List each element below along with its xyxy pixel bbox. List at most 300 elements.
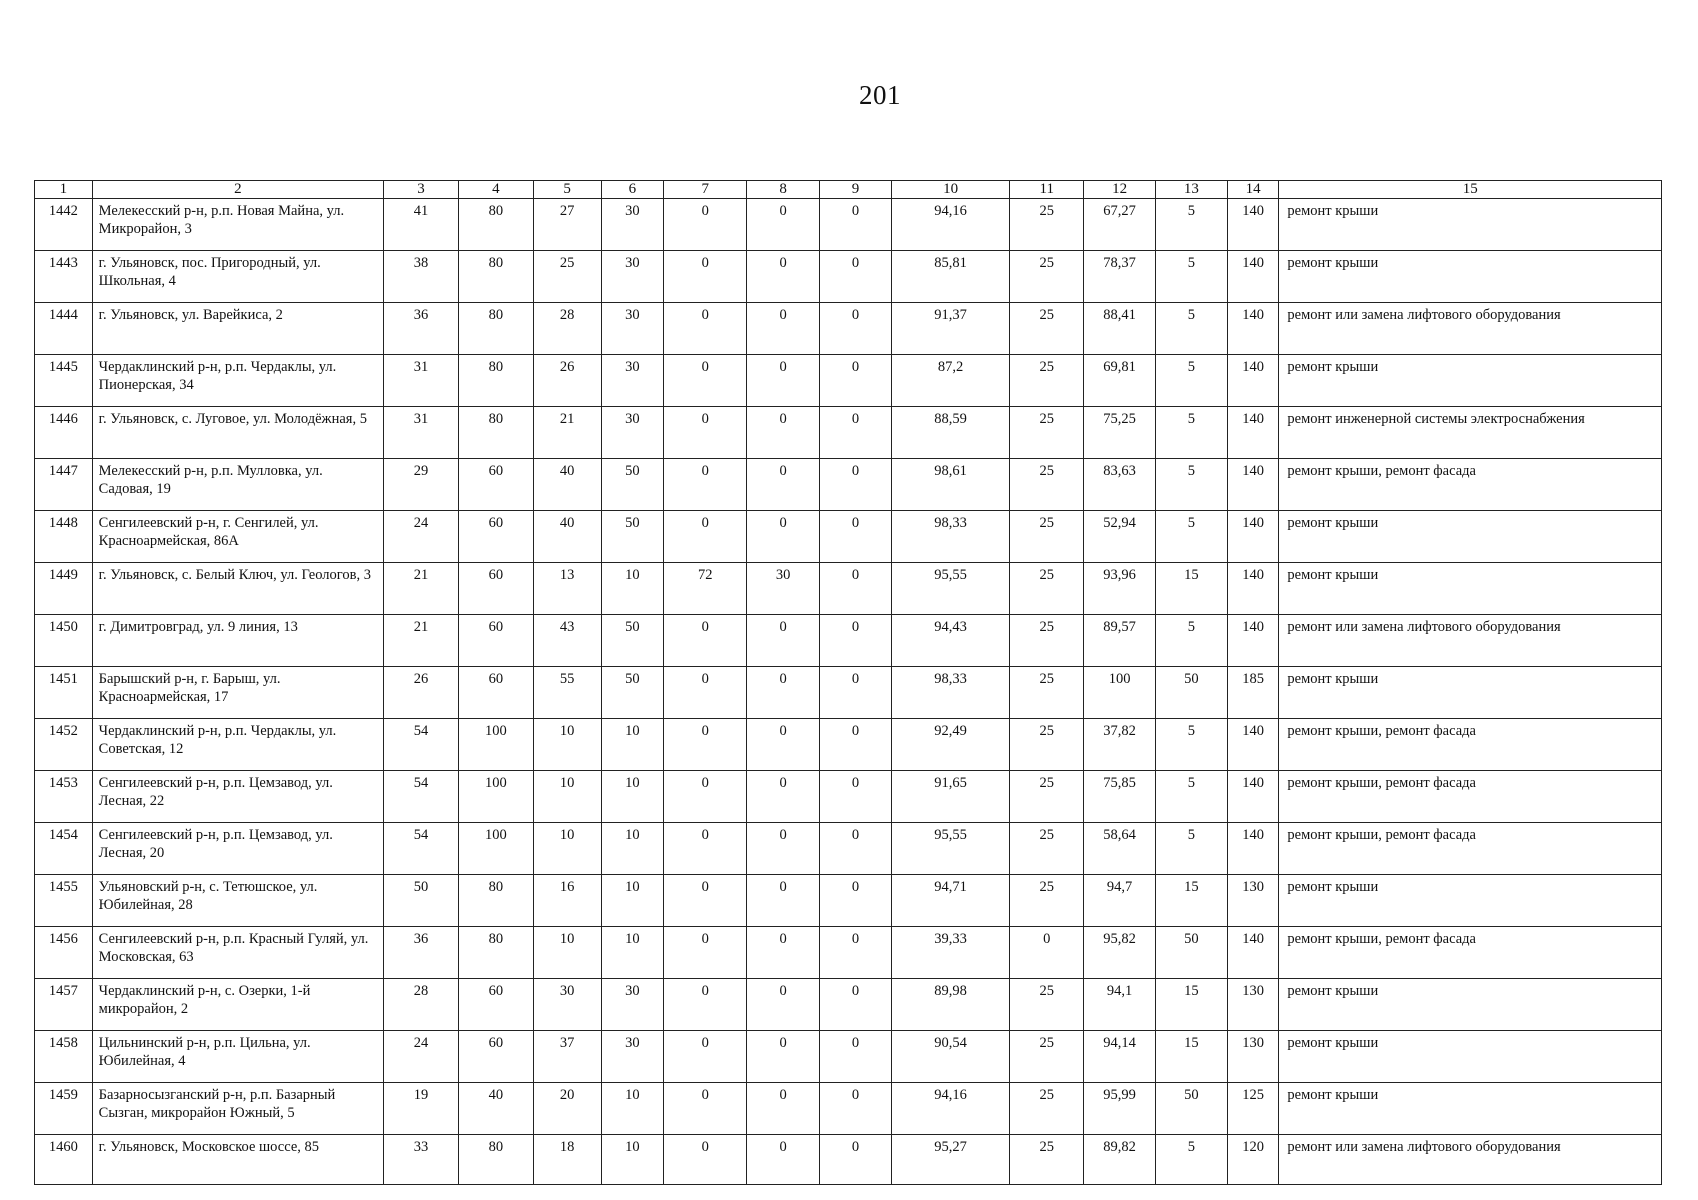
table-row [35, 459, 1662, 511]
value-cell-12: 93,96 [1084, 563, 1156, 615]
value-cell-8: 0 [747, 667, 820, 719]
value-cell-13: 5 [1155, 823, 1227, 875]
value-cell-10: 95,55 [891, 563, 1009, 615]
value-cell-4: 80 [458, 927, 533, 979]
value-cell-9: 0 [820, 771, 892, 823]
value-cell-11: 25 [1010, 667, 1084, 719]
value-cell-13: 5 [1155, 511, 1227, 563]
works-type-cell: ремонт или замена лифтового оборудования [1279, 615, 1662, 667]
value-cell-8: 0 [747, 875, 820, 927]
table-row [35, 1135, 1662, 1185]
row-number-cell: 1453 [35, 771, 93, 823]
value-cell-4: 100 [458, 823, 533, 875]
value-cell-3: 36 [384, 927, 459, 979]
value-cell-6: 50 [601, 459, 664, 511]
value-cell-11: 25 [1010, 823, 1084, 875]
value-cell-14: 125 [1227, 1083, 1279, 1135]
address-cell: г. Ульяновск, с. Белый Ключ, ул. Геологов, 3 [92, 563, 383, 615]
address-cell: г. Ульяновск, пос. Пригородный, ул. Школьная, 4 [92, 251, 383, 303]
value-cell-8: 0 [747, 459, 820, 511]
value-cell-11: 25 [1010, 771, 1084, 823]
value-cell-6: 30 [601, 407, 664, 459]
address-cell: Ульяновский р-н, с. Тетюшское, ул. Юбилейная, 28 [92, 875, 383, 927]
row-number-cell: 1443 [35, 251, 93, 303]
value-cell-4: 80 [458, 199, 533, 251]
value-cell-9: 0 [820, 1083, 892, 1135]
column-header: 5 [533, 181, 601, 199]
value-cell-5: 13 [533, 563, 601, 615]
column-header: 2 [92, 181, 383, 199]
value-cell-5: 43 [533, 615, 601, 667]
table-row [35, 927, 1662, 979]
value-cell-14: 140 [1227, 615, 1279, 667]
value-cell-13: 5 [1155, 303, 1227, 355]
value-cell-7: 0 [664, 719, 747, 771]
value-cell-8: 0 [747, 511, 820, 563]
value-cell-8: 0 [747, 927, 820, 979]
column-header: 3 [384, 181, 459, 199]
value-cell-4: 100 [458, 771, 533, 823]
value-cell-5: 10 [533, 771, 601, 823]
value-cell-11: 25 [1010, 407, 1084, 459]
value-cell-10: 89,98 [891, 979, 1009, 1031]
column-header: 6 [601, 181, 664, 199]
value-cell-3: 50 [384, 875, 459, 927]
value-cell-3: 26 [384, 667, 459, 719]
value-cell-10: 98,33 [891, 511, 1009, 563]
value-cell-10: 88,59 [891, 407, 1009, 459]
value-cell-5: 10 [533, 823, 601, 875]
value-cell-3: 36 [384, 303, 459, 355]
value-cell-14: 140 [1227, 303, 1279, 355]
value-cell-12: 89,82 [1084, 1135, 1156, 1185]
value-cell-7: 0 [664, 1031, 747, 1083]
value-cell-9: 0 [820, 459, 892, 511]
value-cell-14: 140 [1227, 459, 1279, 511]
value-cell-7: 72 [664, 563, 747, 615]
value-cell-13: 5 [1155, 199, 1227, 251]
row-number-cell: 1449 [35, 563, 93, 615]
address-cell: Сенгилеевский р-н, р.п. Цемзавод, ул. Лесная, 22 [92, 771, 383, 823]
housing-register-table [34, 180, 1662, 1185]
value-cell-14: 140 [1227, 251, 1279, 303]
value-cell-6: 10 [601, 563, 664, 615]
address-cell: г. Ульяновск, ул. Варейкиса, 2 [92, 303, 383, 355]
table-row [35, 667, 1662, 719]
value-cell-4: 80 [458, 875, 533, 927]
column-header: 9 [820, 181, 892, 199]
table-row [35, 511, 1662, 563]
value-cell-9: 0 [820, 563, 892, 615]
value-cell-3: 38 [384, 251, 459, 303]
value-cell-6: 10 [601, 823, 664, 875]
value-cell-9: 0 [820, 199, 892, 251]
page-number: 201 [859, 80, 901, 110]
column-header: 14 [1227, 181, 1279, 199]
value-cell-8: 0 [747, 251, 820, 303]
value-cell-5: 20 [533, 1083, 601, 1135]
value-cell-13: 50 [1155, 927, 1227, 979]
value-cell-8: 0 [747, 719, 820, 771]
table-row [35, 771, 1662, 823]
value-cell-6: 30 [601, 1031, 664, 1083]
value-cell-3: 28 [384, 979, 459, 1031]
value-cell-5: 30 [533, 979, 601, 1031]
table-row [35, 563, 1662, 615]
column-header: 11 [1010, 181, 1084, 199]
works-type-cell: ремонт крыши [1279, 875, 1662, 927]
value-cell-6: 10 [601, 1135, 664, 1185]
value-cell-13: 5 [1155, 615, 1227, 667]
value-cell-7: 0 [664, 355, 747, 407]
column-header: 1 [35, 181, 93, 199]
value-cell-14: 140 [1227, 407, 1279, 459]
works-type-cell: ремонт или замена лифтового оборудования [1279, 303, 1662, 355]
table-row [35, 823, 1662, 875]
value-cell-8: 0 [747, 1083, 820, 1135]
address-cell: Чердаклинский р-н, с. Озерки, 1-й микрорайон, 2 [92, 979, 383, 1031]
value-cell-5: 26 [533, 355, 601, 407]
value-cell-4: 100 [458, 719, 533, 771]
address-cell: Сенгилеевский р-н, р.п. Цемзавод, ул. Лесная, 20 [92, 823, 383, 875]
value-cell-14: 140 [1227, 355, 1279, 407]
row-number-cell: 1459 [35, 1083, 93, 1135]
address-cell: Мелекесский р-н, р.п. Новая Майна, ул. Микрорайон, 3 [92, 199, 383, 251]
table-row [35, 875, 1662, 927]
value-cell-4: 80 [458, 355, 533, 407]
value-cell-12: 83,63 [1084, 459, 1156, 511]
value-cell-11: 25 [1010, 979, 1084, 1031]
value-cell-3: 41 [384, 199, 459, 251]
row-number-cell: 1456 [35, 927, 93, 979]
value-cell-7: 0 [664, 771, 747, 823]
value-cell-11: 25 [1010, 1083, 1084, 1135]
value-cell-3: 54 [384, 719, 459, 771]
value-cell-7: 0 [664, 511, 747, 563]
works-type-cell: ремонт крыши [1279, 563, 1662, 615]
value-cell-6: 10 [601, 719, 664, 771]
value-cell-11: 25 [1010, 615, 1084, 667]
value-cell-3: 33 [384, 1135, 459, 1185]
value-cell-4: 60 [458, 667, 533, 719]
address-cell: Сенгилеевский р-н, р.п. Красный Гуляй, ул. Московская, 63 [92, 927, 383, 979]
value-cell-8: 0 [747, 979, 820, 1031]
value-cell-3: 31 [384, 355, 459, 407]
value-cell-6: 30 [601, 303, 664, 355]
value-cell-3: 21 [384, 563, 459, 615]
value-cell-10: 91,65 [891, 771, 1009, 823]
value-cell-8: 0 [747, 355, 820, 407]
value-cell-11: 25 [1010, 563, 1084, 615]
address-cell: Чердаклинский р-н, р.п. Чердаклы, ул. Пионерская, 34 [92, 355, 383, 407]
value-cell-6: 30 [601, 199, 664, 251]
value-cell-5: 21 [533, 407, 601, 459]
value-cell-12: 94,14 [1084, 1031, 1156, 1083]
value-cell-9: 0 [820, 979, 892, 1031]
value-cell-8: 0 [747, 771, 820, 823]
table-body [35, 199, 1662, 1185]
value-cell-7: 0 [664, 251, 747, 303]
value-cell-11: 0 [1010, 927, 1084, 979]
address-cell: г. Ульяновск, с. Луговое, ул. Молодёжная, 5 [92, 407, 383, 459]
value-cell-13: 5 [1155, 719, 1227, 771]
works-type-cell: ремонт крыши [1279, 511, 1662, 563]
value-cell-13: 15 [1155, 563, 1227, 615]
value-cell-7: 0 [664, 303, 747, 355]
value-cell-13: 15 [1155, 979, 1227, 1031]
value-cell-5: 10 [533, 927, 601, 979]
column-header: 8 [747, 181, 820, 199]
value-cell-12: 67,27 [1084, 199, 1156, 251]
value-cell-10: 95,27 [891, 1135, 1009, 1185]
address-cell: Барышский р-н, г. Барыш, ул. Красноармейская, 17 [92, 667, 383, 719]
value-cell-3: 19 [384, 1083, 459, 1135]
row-number-cell: 1447 [35, 459, 93, 511]
value-cell-12: 94,1 [1084, 979, 1156, 1031]
value-cell-5: 40 [533, 511, 601, 563]
value-cell-6: 10 [601, 927, 664, 979]
works-type-cell: ремонт крыши [1279, 355, 1662, 407]
value-cell-13: 50 [1155, 667, 1227, 719]
value-cell-8: 0 [747, 407, 820, 459]
value-cell-4: 60 [458, 511, 533, 563]
value-cell-14: 130 [1227, 875, 1279, 927]
value-cell-8: 0 [747, 823, 820, 875]
row-number-cell: 1445 [35, 355, 93, 407]
works-type-cell: ремонт или замена лифтового оборудования [1279, 1135, 1662, 1185]
value-cell-8: 30 [747, 563, 820, 615]
value-cell-5: 18 [533, 1135, 601, 1185]
table-row [35, 407, 1662, 459]
value-cell-10: 94,16 [891, 1083, 1009, 1135]
row-number-cell: 1454 [35, 823, 93, 875]
row-number-cell: 1458 [35, 1031, 93, 1083]
value-cell-7: 0 [664, 615, 747, 667]
value-cell-12: 69,81 [1084, 355, 1156, 407]
table-row [35, 719, 1662, 771]
row-number-cell: 1451 [35, 667, 93, 719]
value-cell-4: 60 [458, 979, 533, 1031]
table-row [35, 979, 1662, 1031]
value-cell-11: 25 [1010, 303, 1084, 355]
value-cell-12: 100 [1084, 667, 1156, 719]
value-cell-11: 25 [1010, 875, 1084, 927]
value-cell-7: 0 [664, 1135, 747, 1185]
value-cell-4: 80 [458, 1135, 533, 1185]
value-cell-4: 60 [458, 1031, 533, 1083]
works-type-cell: ремонт крыши, ремонт фасада [1279, 823, 1662, 875]
value-cell-6: 50 [601, 511, 664, 563]
value-cell-3: 24 [384, 1031, 459, 1083]
value-cell-14: 140 [1227, 511, 1279, 563]
value-cell-14: 130 [1227, 979, 1279, 1031]
row-number-cell: 1444 [35, 303, 93, 355]
value-cell-12: 52,94 [1084, 511, 1156, 563]
value-cell-13: 15 [1155, 875, 1227, 927]
value-cell-8: 0 [747, 1135, 820, 1185]
table-row [35, 303, 1662, 355]
value-cell-6: 30 [601, 251, 664, 303]
value-cell-3: 54 [384, 771, 459, 823]
value-cell-13: 5 [1155, 459, 1227, 511]
value-cell-7: 0 [664, 927, 747, 979]
value-cell-13: 5 [1155, 1135, 1227, 1185]
value-cell-6: 10 [601, 771, 664, 823]
works-type-cell: ремонт крыши [1279, 199, 1662, 251]
value-cell-9: 0 [820, 719, 892, 771]
value-cell-4: 80 [458, 303, 533, 355]
value-cell-7: 0 [664, 667, 747, 719]
row-number-cell: 1442 [35, 199, 93, 251]
value-cell-11: 25 [1010, 355, 1084, 407]
works-type-cell: ремонт крыши [1279, 251, 1662, 303]
header-row [35, 181, 1662, 199]
address-cell: Цильнинский р-н, р.п. Цильна, ул. Юбилейная, 4 [92, 1031, 383, 1083]
value-cell-12: 95,99 [1084, 1083, 1156, 1135]
value-cell-12: 75,25 [1084, 407, 1156, 459]
value-cell-9: 0 [820, 251, 892, 303]
value-cell-7: 0 [664, 875, 747, 927]
value-cell-10: 94,71 [891, 875, 1009, 927]
column-header: 10 [891, 181, 1009, 199]
value-cell-3: 54 [384, 823, 459, 875]
works-type-cell: ремонт инженерной системы электроснабжения [1279, 407, 1662, 459]
address-cell: Базарносызганский р-н, р.п. Базарный Сызган, микрорайон Южный, 5 [92, 1083, 383, 1135]
value-cell-12: 89,57 [1084, 615, 1156, 667]
value-cell-9: 0 [820, 615, 892, 667]
value-cell-11: 25 [1010, 251, 1084, 303]
value-cell-9: 0 [820, 1135, 892, 1185]
row-number-cell: 1448 [35, 511, 93, 563]
column-header: 15 [1279, 181, 1662, 199]
value-cell-12: 58,64 [1084, 823, 1156, 875]
value-cell-14: 140 [1227, 563, 1279, 615]
value-cell-3: 24 [384, 511, 459, 563]
table-row [35, 1083, 1662, 1135]
value-cell-12: 78,37 [1084, 251, 1156, 303]
value-cell-4: 80 [458, 251, 533, 303]
value-cell-11: 25 [1010, 719, 1084, 771]
column-header: 12 [1084, 181, 1156, 199]
value-cell-6: 50 [601, 667, 664, 719]
value-cell-12: 94,7 [1084, 875, 1156, 927]
works-type-cell: ремонт крыши, ремонт фасада [1279, 459, 1662, 511]
value-cell-4: 40 [458, 1083, 533, 1135]
value-cell-9: 0 [820, 355, 892, 407]
value-cell-12: 75,85 [1084, 771, 1156, 823]
value-cell-9: 0 [820, 1031, 892, 1083]
works-type-cell: ремонт крыши, ремонт фасада [1279, 927, 1662, 979]
address-cell: г. Димитровград, ул. 9 линия, 13 [92, 615, 383, 667]
row-number-cell: 1452 [35, 719, 93, 771]
value-cell-4: 60 [458, 459, 533, 511]
value-cell-11: 25 [1010, 1031, 1084, 1083]
value-cell-13: 5 [1155, 771, 1227, 823]
value-cell-7: 0 [664, 823, 747, 875]
value-cell-11: 25 [1010, 199, 1084, 251]
value-cell-5: 27 [533, 199, 601, 251]
value-cell-13: 5 [1155, 355, 1227, 407]
value-cell-5: 10 [533, 719, 601, 771]
value-cell-8: 0 [747, 615, 820, 667]
value-cell-13: 15 [1155, 1031, 1227, 1083]
value-cell-9: 0 [820, 667, 892, 719]
column-header: 4 [458, 181, 533, 199]
value-cell-5: 28 [533, 303, 601, 355]
value-cell-6: 10 [601, 1083, 664, 1135]
row-number-cell: 1455 [35, 875, 93, 927]
value-cell-14: 140 [1227, 823, 1279, 875]
address-cell: Сенгилеевский р-н, г. Сенгилей, ул. Красноармейская, 86А [92, 511, 383, 563]
works-type-cell: ремонт крыши [1279, 1031, 1662, 1083]
value-cell-14: 130 [1227, 1031, 1279, 1083]
table-row [35, 251, 1662, 303]
value-cell-14: 140 [1227, 771, 1279, 823]
table-row [35, 199, 1662, 251]
value-cell-8: 0 [747, 1031, 820, 1083]
value-cell-3: 31 [384, 407, 459, 459]
value-cell-10: 85,81 [891, 251, 1009, 303]
value-cell-14: 140 [1227, 927, 1279, 979]
column-header: 13 [1155, 181, 1227, 199]
value-cell-10: 92,49 [891, 719, 1009, 771]
works-type-cell: ремонт крыши, ремонт фасада [1279, 719, 1662, 771]
value-cell-13: 50 [1155, 1083, 1227, 1135]
value-cell-14: 140 [1227, 719, 1279, 771]
value-cell-10: 98,61 [891, 459, 1009, 511]
works-type-cell: ремонт крыши [1279, 979, 1662, 1031]
works-type-cell: ремонт крыши [1279, 667, 1662, 719]
value-cell-9: 0 [820, 407, 892, 459]
value-cell-5: 25 [533, 251, 601, 303]
value-cell-4: 60 [458, 615, 533, 667]
value-cell-8: 0 [747, 199, 820, 251]
value-cell-6: 50 [601, 615, 664, 667]
value-cell-10: 95,55 [891, 823, 1009, 875]
row-number-cell: 1460 [35, 1135, 93, 1185]
value-cell-9: 0 [820, 511, 892, 563]
value-cell-10: 94,43 [891, 615, 1009, 667]
row-number-cell: 1457 [35, 979, 93, 1031]
works-type-cell: ремонт крыши, ремонт фасада [1279, 771, 1662, 823]
address-cell: г. Ульяновск, Московское шоссе, 85 [92, 1135, 383, 1185]
value-cell-13: 5 [1155, 251, 1227, 303]
value-cell-9: 0 [820, 927, 892, 979]
value-cell-10: 98,33 [891, 667, 1009, 719]
value-cell-10: 94,16 [891, 199, 1009, 251]
value-cell-10: 39,33 [891, 927, 1009, 979]
value-cell-4: 80 [458, 407, 533, 459]
row-number-cell: 1450 [35, 615, 93, 667]
value-cell-8: 0 [747, 303, 820, 355]
value-cell-13: 5 [1155, 407, 1227, 459]
value-cell-6: 10 [601, 875, 664, 927]
value-cell-12: 37,82 [1084, 719, 1156, 771]
value-cell-3: 21 [384, 615, 459, 667]
value-cell-4: 60 [458, 563, 533, 615]
value-cell-7: 0 [664, 1083, 747, 1135]
value-cell-14: 140 [1227, 199, 1279, 251]
table-row [35, 1031, 1662, 1083]
value-cell-10: 90,54 [891, 1031, 1009, 1083]
value-cell-12: 88,41 [1084, 303, 1156, 355]
value-cell-6: 30 [601, 979, 664, 1031]
table-row [35, 615, 1662, 667]
value-cell-5: 16 [533, 875, 601, 927]
value-cell-7: 0 [664, 407, 747, 459]
value-cell-7: 0 [664, 199, 747, 251]
value-cell-9: 0 [820, 823, 892, 875]
